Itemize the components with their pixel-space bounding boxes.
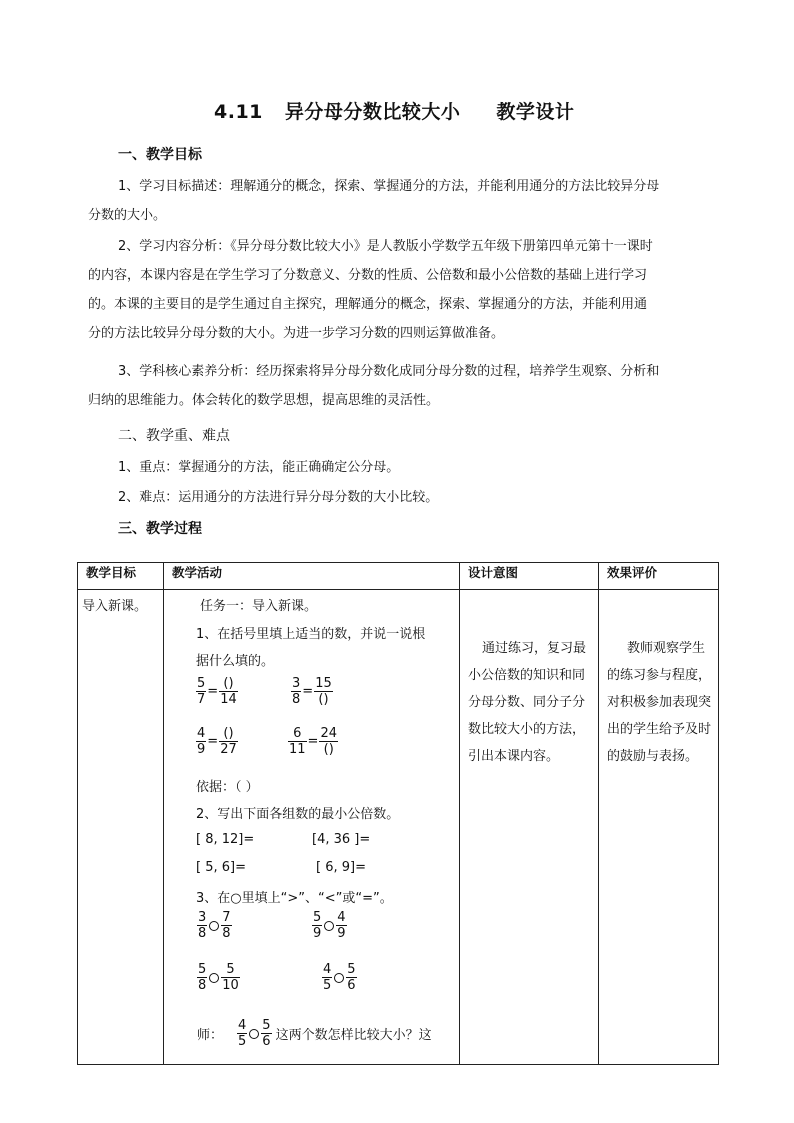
fraction-blank[interactable]: $\frac{24}{()}$ xyxy=(320,726,337,757)
section-3-heading: 三、教学过程 xyxy=(118,521,202,537)
fraction: $\frac{5}{7}$ xyxy=(197,676,206,707)
fraction-blank[interactable]: $\frac{()}{27}$ xyxy=(220,726,237,757)
intent-cell xyxy=(460,590,599,1065)
fraction-equation: $\frac{5}{7}$ = $\frac{()}{14}$ xyxy=(197,676,237,707)
teaching-process-table xyxy=(77,562,719,1065)
lcm-item: [4, 36 ]= xyxy=(312,832,371,847)
fraction-equation: $\frac{6}{11}$ = $\frac{24}{()}$ xyxy=(289,726,337,757)
teacher-question: 师： $\frac{4}{5}$ $\frac{5}{6}$ 这两个数怎样比较大小？这 xyxy=(197,1018,432,1049)
fraction: $\frac{5}{10}$ xyxy=(222,962,239,993)
compare-circle-icon[interactable] xyxy=(249,1029,259,1039)
fraction: $\frac{4}{9}$ xyxy=(337,910,346,941)
page-title xyxy=(214,97,574,124)
fraction-blank[interactable]: $\frac{15}{()}$ xyxy=(315,676,332,707)
fraction-blank[interactable]: $\frac{()}{14}$ xyxy=(220,676,237,707)
fraction: $\frac{3}{8}$ xyxy=(292,676,301,707)
fraction: $\frac{3}{8}$ xyxy=(198,910,207,941)
table-row xyxy=(78,590,719,1065)
compare-circle-icon[interactable] xyxy=(324,921,334,931)
fraction: $\frac{4}{9}$ xyxy=(197,726,206,757)
lcm-item: [ 5, 6]= xyxy=(196,860,246,875)
evaluation-cell xyxy=(599,590,719,1065)
header-evaluation: 效果评价 xyxy=(599,563,719,590)
title-number: 4.11 xyxy=(214,101,263,123)
question-1: 1、在括号里填上适当的数，并说一说根 xyxy=(196,627,426,642)
basis-line: 依据：（ ） xyxy=(196,780,259,795)
section-1-heading: 一、教学目标 xyxy=(118,147,202,163)
question-1-continued: 据什么填的。 xyxy=(196,654,275,669)
fraction-comparison xyxy=(197,910,232,941)
title-tail: 教学设计 xyxy=(496,101,575,123)
fraction-comparison xyxy=(312,910,347,941)
lcm-item: [ 8, 12]= xyxy=(196,832,255,847)
fraction: $\frac{5}{6}$ xyxy=(347,962,356,993)
fraction-equation: $\frac{3}{8}$ = $\frac{15}{()}$ xyxy=(292,676,332,707)
fraction-comparison xyxy=(322,962,357,993)
fraction: $\frac{5}{6}$ xyxy=(262,1018,271,1049)
content-analysis-paragraph: 2、学习内容分析：《异分母分数比较大小》是人教版小学数学五年级下册第四单元第十一课时 的内容，本课内容是在学生学习了分数意义、分数的性质、公倍数和最小公倍数的基础上进行学习 的。本课的主要目的是学生通过自主探究，理解通分的概念，探索、掌握通分的方法，并能利用通 分的方法比较异分母分数的大小。为进一步学习分数的四则运算做准备。 xyxy=(88,239,653,341)
header-activity: 教学活动 xyxy=(164,563,460,590)
fraction: $\frac{6}{11}$ xyxy=(289,726,306,757)
intent-text: 通过练习，复习最小公倍数的知识和同分母分数、同分子分数比较大小的方法，引出本课内容。 xyxy=(468,641,587,764)
fraction-equation: $\frac{4}{9}$ = $\frac{()}{27}$ xyxy=(197,726,237,757)
compare-circle-icon[interactable] xyxy=(209,921,219,931)
goal-cell xyxy=(78,590,164,1065)
question-2: 2、写出下面各组数的最小公倍数。 xyxy=(196,807,400,822)
fraction-comparison xyxy=(197,962,240,993)
goal-text: 导入新课。 xyxy=(82,599,148,614)
fraction: $\frac{4}{5}$ xyxy=(238,1018,247,1049)
literacy-analysis-paragraph: 3、学科核心素养分析：经历探索将异分母分数化成同分母分数的过程，培养学生观察、分析和 归纳的思维能力。体会转化的数学思想，提高思维的灵活性。 xyxy=(88,364,660,408)
evaluation-text: 教师观察学生的练习参与程度，对积极参加表现突出的学生给予及时的鼓励与表扬。 xyxy=(607,641,712,764)
section-2-heading: 二、教学重、难点 xyxy=(118,428,230,444)
lcm-item: [ 6, 9]= xyxy=(316,860,366,875)
fraction: $\frac{5}{8}$ xyxy=(198,962,207,993)
title-main: 异分母分数比较大小 xyxy=(284,101,461,123)
key-point: 1、重点：掌握通分的方法，能正确确定公分母。 xyxy=(118,460,400,475)
question-3: 3、在○里填上“>”、“<”或“=”。 xyxy=(196,891,393,906)
task-heading: 任务一：导入新课。 xyxy=(200,599,318,614)
compare-circle-icon[interactable] xyxy=(334,973,344,983)
fraction: $\frac{4}{5}$ xyxy=(323,962,332,993)
fraction: $\frac{7}{8}$ xyxy=(222,910,231,941)
difficult-point: 2、难点：运用通分的方法进行异分母分数的大小比较。 xyxy=(118,490,439,505)
header-goal: 教学目标 xyxy=(78,563,164,590)
activity-cell xyxy=(164,590,460,1065)
fraction: $\frac{5}{9}$ xyxy=(313,910,322,941)
goal-description-paragraph: 1、学习目标描述：理解通分的概念，探索、掌握通分的方法，并能利用通分的方法比较异分母 分数的大小。 xyxy=(88,179,660,223)
header-intent: 设计意图 xyxy=(460,563,599,590)
compare-circle-icon[interactable] xyxy=(209,973,219,983)
table-header-row xyxy=(78,563,719,590)
